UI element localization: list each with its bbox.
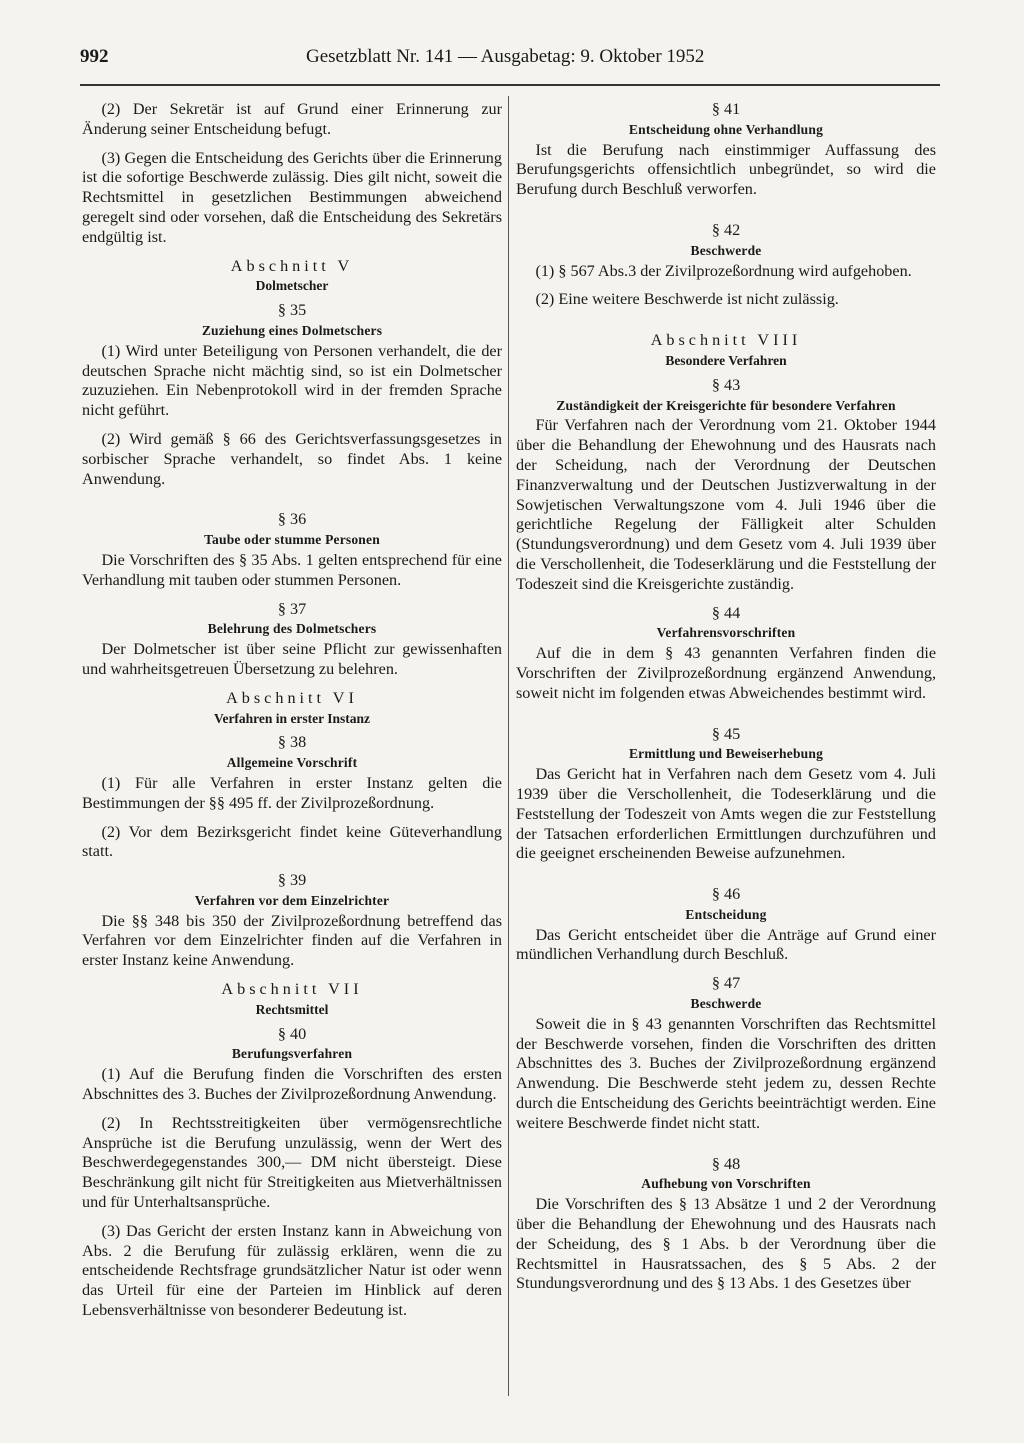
paragraph: (1) Auf die Berufung finden die Vorschriften des ersten Abschnittes des 3. Buches der Zivilprozeßordnung Anwendung. xyxy=(82,1065,502,1104)
paragraph-number: § 42 xyxy=(711,220,741,239)
paragraph: Das Gericht entscheidet über die Anträge auf Grund einer mündlichen Verhandlung durch Beschluß. xyxy=(516,925,936,964)
paragraph-number: § 41 xyxy=(711,100,741,118)
paragraph: (2) In Rechtsstreitigkeiten über vermögensrechtliche Ansprüche ist die Berufung unzulässig, wenn der Wert des Beschwerdegegenstandes 300,— DM nicht übersteigt. Diese Beschränkung gilt nicht für Streitigkeiten aus Mietverhältnissen und für Unterhaltsansprüche. xyxy=(82,1113,502,1212)
paragraph: (2) Der Sekretär ist auf Grund einer Erinnerung zur Änderung seiner Entscheidung befugt. xyxy=(82,100,502,138)
paragraph-title: Verfahren vor dem Einzelrichter xyxy=(194,892,390,908)
paragraph: Für Verfahren nach der Verordnung vom 21. Oktober 1944 über die Behandlung der Ehewohnung und des Hausrats nach der Scheidung, nach der Verordnung der Deutschen Finanzverwaltung und der Deutschen Justizverwaltung in der Sowjetischen Verwaltungszone vom 4. Juli 1946 über die gerichtliche Regelung der Fälligkeit alter Schulden (Stundungsverordnung) und dem Gesetz vom 4. Juli 1939 über die Verschollenheit, die Todeserklärung und die Feststellung der Todeszeit sind die Kreisgerichte zuständig. xyxy=(516,416,936,593)
page-header xyxy=(80,46,940,74)
paragraph-title: Beschwerde xyxy=(690,242,762,258)
paragraph-number: § 46 xyxy=(711,885,741,904)
paragraph-number: § 48 xyxy=(711,1154,741,1173)
paragraph-title: Zuständigkeit der Kreisgerichte für besondere Verfahren xyxy=(556,397,896,413)
paragraph-number: § 47 xyxy=(711,974,741,993)
paragraph-number: § 44 xyxy=(711,603,741,622)
paragraph: (1) Wird unter Beteiligung von Personen verhandelt, die der deutschen Sprache nicht mächtig sind, so ist ein Dolmetscher zuzuziehen. Ein Nebenprotokoll wird in der fremden Sprache nicht geführt. xyxy=(82,341,502,420)
paragraph: Die Vorschriften des § 35 Abs. 1 gelten entsprechend für eine Verhandlung mit tauben oder stummen Personen. xyxy=(82,550,502,589)
paragraph: Die Vorschriften des § 13 Absätze 1 und 2 der Verordnung über die Behandlung der Ehewohnung und des Hausrats nach der Scheidung, des § 1 Abs. b der Verordnung über die Rechtsmittel in Hausratssachen, des § 5 Abs. 2 der Stundungsverordnung und des § 13 Abs. 1 des Gesetzes über xyxy=(516,1195,936,1293)
section-title: Rechtsmittel xyxy=(255,1001,329,1017)
paragraph-title: Ermittlung und Beweiserhebung xyxy=(628,746,824,762)
paragraph-title: Aufhebung von Vorschriften xyxy=(641,1176,811,1192)
paragraph: Der Dolmetscher ist über seine Pflicht zur gewissenhaften und wahrheitsgetreuen Übersetzung zu belehren. xyxy=(82,640,502,678)
paragraph: Das Gericht hat in Verfahren nach dem Gesetz vom 4. Juli 1939 über die Verschollenheit, die Todeserklärung und die Feststellung der Todeszeit von Amts wegen die zur Feststellung der Tatsachen erforderlichen Ermittlungen durchzuführen und die geeignet erscheinenden Beweise aufzunehmen. xyxy=(516,765,936,863)
paragraph-title: Zuziehung eines Dolmetschers xyxy=(201,322,383,338)
paragraph: (3) Das Gericht der ersten Instanz kann in Abweichung von Abs. 2 die Berufung für zulässig erklären, wenn die zu entscheidende Rechtsfrage grundsätzlicher Natur ist oder wenn das Urteil für eine der Parteien im Hinblick auf deren Lebensverhältnisse von besonderer Bedeutung ist. xyxy=(82,1221,502,1320)
paragraph: Auf die in dem § 43 genannten Verfahren finden die Vorschriften der Zivilprozeßordnung ergänzend Anwendung, soweit nicht im folgenden etwas Abweichendes bestimmt wird. xyxy=(516,644,936,702)
paragraph-number: § 39 xyxy=(277,871,307,890)
section-heading: Abschnitt VII xyxy=(221,980,363,999)
section-heading: Abschnitt VIII xyxy=(650,331,802,350)
paragraph: Soweit die in § 43 genannten Vorschriften das Rechtsmittel der Beschwerde vorsehen, finden die Vorschriften des dritten Abschnittes des 3. Buches der Zivilprozeßordnung ergänzend Anwendung. Die Beschwerde steht jedem zu, dessen Rechte durch die Entscheidung des Gerichts beeinträchtigt werden. Eine weitere Beschwerde findet nicht statt. xyxy=(516,1014,936,1132)
paragraph-number: § 36 xyxy=(277,510,307,529)
paragraph-title: Allgemeine Vorschrift xyxy=(226,755,358,771)
paragraph: Die §§ 348 bis 350 der Zivilprozeßordnung betreffend das Verfahren vor dem Einzelrichter finden auf die Verfahren in erster Instanz keine Anwendung. xyxy=(82,911,502,970)
paragraph: (1) § 567 Abs.3 der Zivilprozeßordnung wird aufgehoben. xyxy=(535,261,912,280)
right-column xyxy=(516,100,936,1303)
paragraph-number: § 45 xyxy=(711,724,741,743)
section-heading: Abschnitt VI xyxy=(226,688,358,707)
section-heading: Abschnitt V xyxy=(230,256,354,275)
column-divider xyxy=(508,96,509,1396)
header-rule xyxy=(80,84,940,86)
section-title: Besondere Verfahren xyxy=(665,352,787,368)
paragraph: (2) Vor dem Bezirksgericht findet keine Güteverhandlung statt. xyxy=(82,822,502,861)
paragraph: (1) Für alle Verfahren in erster Instanz gelten die Bestimmungen der §§ 495 ff. der Zivilprozeßordnung. xyxy=(82,773,502,812)
paragraph: (2) Eine weitere Beschwerde ist nicht zulässig. xyxy=(535,290,839,309)
paragraph: (3) Gegen die Entscheidung des Gerichts über die Erinnerung ist die sofortige Beschwerde zulässig. Dies gilt nicht, soweit die Rechtsmittel in gesetzlichen Bestimmungen abweichend geregelt sind oder vorsehen, daß die Entscheidung des Sekretärs endgültig ist. xyxy=(82,148,502,246)
paragraph-title: Taube oder stumme Personen xyxy=(204,532,380,548)
left-column xyxy=(82,100,502,1330)
paragraph-number: § 37 xyxy=(277,599,307,618)
section-title: Dolmetscher xyxy=(255,278,329,294)
paragraph-title: Verfahrensvorschriften xyxy=(656,625,796,641)
gazette-title: Gesetzblatt Nr. 141 — Ausgabetag: 9. Oktober 1952 xyxy=(306,46,705,67)
paragraph-title: Entscheidung ohne Verhandlung xyxy=(628,121,824,137)
paragraph-number: § 40 xyxy=(277,1024,307,1043)
paragraph-title: Beschwerde xyxy=(690,996,762,1012)
paragraph-title: Belehrung des Dolmetschers xyxy=(207,621,377,637)
paragraph: (2) Wird gemäß § 66 des Gerichtsverfassungsgesetzes in sorbischer Sprache verhandelt, so findet Abs. 1 keine Anwendung. xyxy=(82,429,502,488)
page-number: 992 xyxy=(80,46,109,67)
paragraph-title: Entscheidung xyxy=(685,906,767,922)
paragraph-number: § 43 xyxy=(711,375,741,394)
paragraph: Ist die Berufung nach einstimmiger Auffassung des Berufungsgerichts offensichtlich unbegründet, so wird die Berufung durch Beschluß verworfen. xyxy=(516,140,936,199)
paragraph-number: § 38 xyxy=(277,733,307,752)
section-title: Verfahren in erster Instanz xyxy=(213,710,371,726)
paragraph-title: Berufungsverfahren xyxy=(231,1046,353,1062)
paragraph-number: § 35 xyxy=(277,301,307,320)
